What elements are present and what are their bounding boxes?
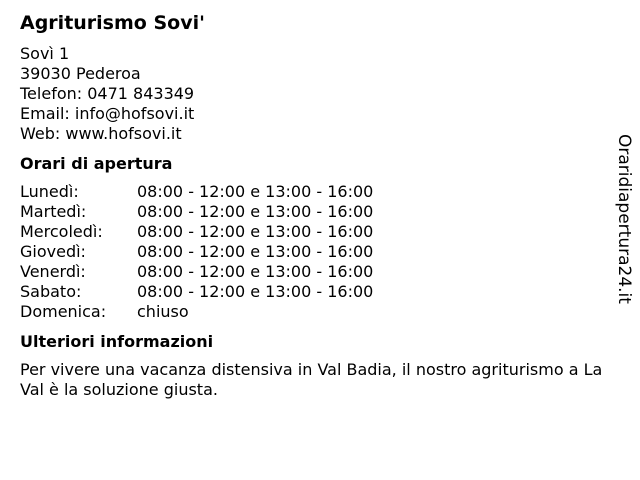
hours-time-value: 08:00 - 12:00 e 13:00 - 16:00 — [137, 242, 374, 261]
hours-day-label: Giovedì: — [20, 242, 86, 261]
hours-day-label: Lunedì: — [20, 182, 79, 201]
more-info-text: Per vivere una vacanza distensiva in Val Badia, il nostro agriturismo a La Val è la soluzione giusta. — [20, 360, 603, 399]
hours-time-value: 08:00 - 12:00 e 13:00 - 16:00 — [137, 222, 374, 241]
hours-day-label: Mercoledì: — [20, 222, 103, 241]
hours-time-value: 08:00 - 12:00 e 13:00 - 16:00 — [137, 262, 374, 281]
hours-time-value: 08:00 - 12:00 e 13:00 - 16:00 — [137, 202, 374, 221]
hours-row-sunday — [20, 302, 610, 322]
hours-row-thursday — [20, 242, 610, 262]
email-line: Email: info@hofsovi.it — [20, 104, 195, 123]
hours-row-friday — [20, 262, 610, 282]
opening-hours-title: Orari di apertura — [20, 154, 173, 173]
hours-row-monday — [20, 182, 610, 202]
address-street: Sovì 1 — [20, 44, 70, 63]
site-watermark: Oraridiapertura24.it — [614, 134, 634, 304]
hours-time-value: chiuso — [137, 302, 189, 321]
hours-row-saturday — [20, 282, 610, 302]
business-name: Agriturismo Sovi' — [20, 12, 205, 34]
phone-line: Telefon: 0471 843349 — [20, 84, 195, 103]
hours-day-label: Sabato: — [20, 282, 82, 301]
address-city: 39030 Pederoa — [20, 64, 141, 83]
opening-hours-section — [20, 154, 610, 322]
contact-block — [20, 44, 610, 144]
hours-time-value: 08:00 - 12:00 e 13:00 - 16:00 — [137, 282, 374, 301]
hours-row-wednesday — [20, 222, 610, 242]
more-info-section — [20, 332, 610, 400]
web-line: Web: www.hofsovi.it — [20, 124, 182, 143]
hours-row-tuesday — [20, 202, 610, 222]
more-info-title: Ulteriori informazioni — [20, 332, 214, 351]
hours-time-value: 08:00 - 12:00 e 13:00 - 16:00 — [137, 182, 374, 201]
business-card — [20, 10, 610, 400]
hours-day-label: Domenica: — [20, 302, 107, 321]
hours-day-label: Martedì: — [20, 202, 87, 221]
hours-day-label: Venerdì: — [20, 262, 86, 281]
